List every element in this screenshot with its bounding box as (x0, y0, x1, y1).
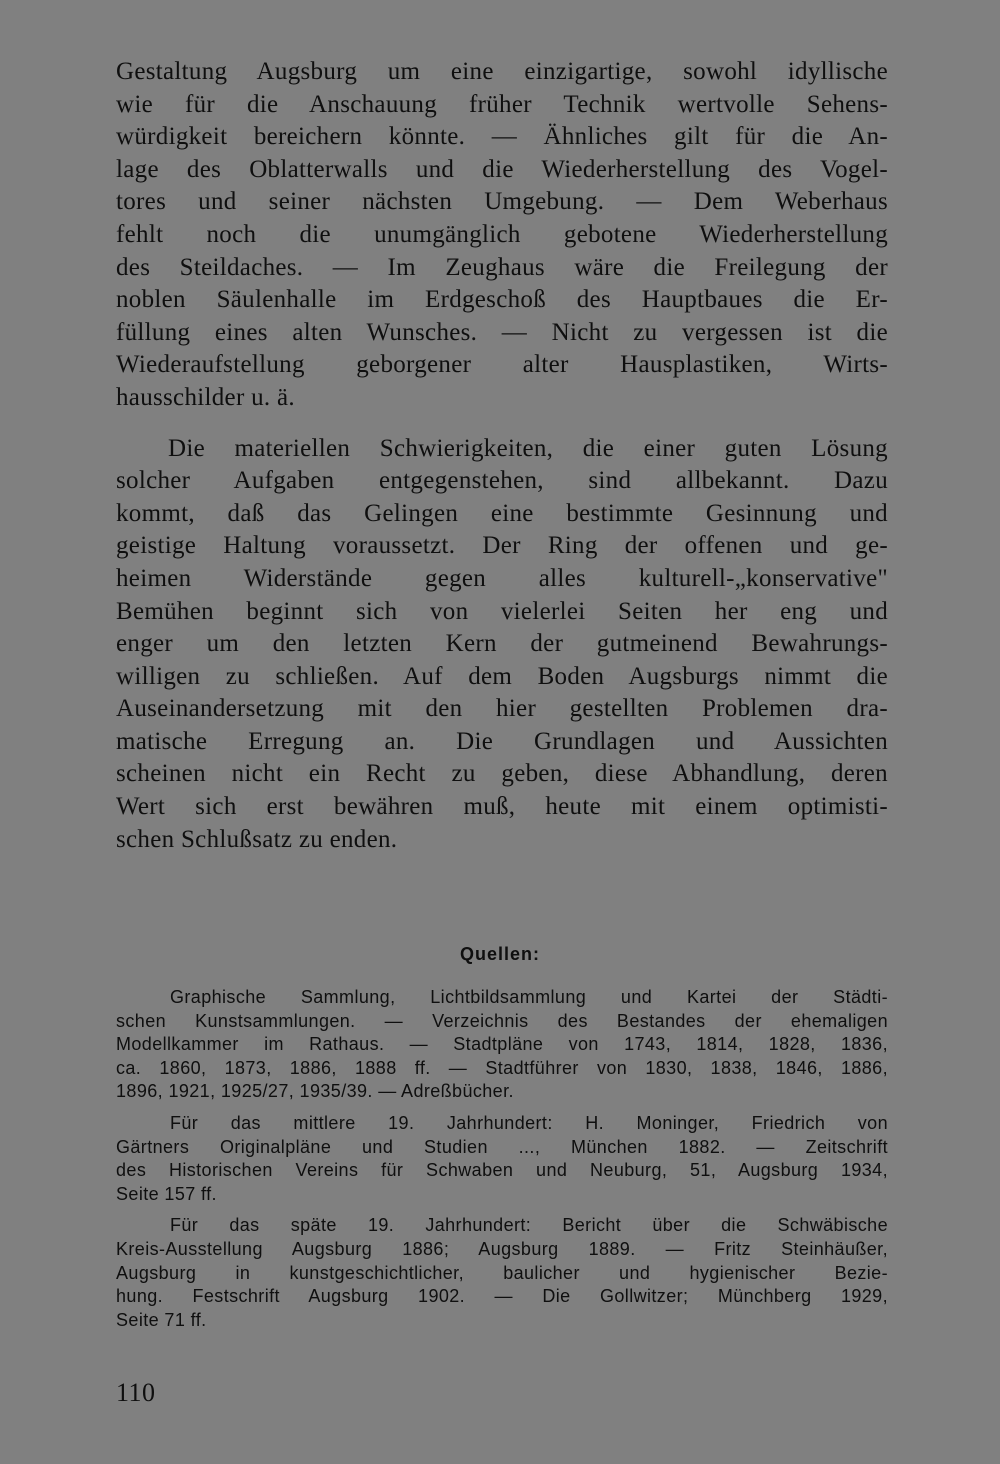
text-line: geistige Haltung voraussetzt. Der Ring der offenen und ge- (116, 532, 888, 560)
text-line: Auseinandersetzung mit den hier gestellten Problemen dra- (116, 695, 888, 723)
source-line: ca. 1860, 1873, 1886, 1888 ff. — Stadtführer von 1830, 1838, 1846, 1886, (116, 1057, 888, 1078)
text-line: kommt, daß das Gelingen eine bestimmte Gesinnung und (116, 499, 888, 527)
text-line: heimen Widerstände gegen alles kulturell-„konservative" (116, 564, 888, 592)
text-line: Bemühen beginnt sich von vielerlei Seiten her eng und (116, 597, 888, 625)
sources-list (116, 986, 888, 1332)
text-line: füllung eines alten Wunsches. — Nicht zu vergessen ist die (116, 318, 888, 346)
paragraph (116, 433, 888, 857)
source-line: Graphische Sammlung, Lichtbildsammlung und Kartei der Städti- (170, 987, 888, 1007)
text-line: schen Schlußsatz zu enden. (116, 825, 398, 853)
text-line: willigen zu schließen. Auf dem Boden Augsburgs nimmt die (116, 662, 888, 690)
source-line: hung. Festschrift Augsburg 1902. — Die Gollwitzer; Münchberg 1929, (116, 1286, 888, 1307)
text-line: solcher Aufgaben entgegenstehen, sind allbekannt. Dazu (116, 467, 888, 495)
source-line: Augsburg in kunstgeschichtlicher, baulicher und hygienischer Bezie- (116, 1262, 888, 1283)
text-line: wie für die Anschauung früher Technik wertvolle Sehens- (116, 90, 888, 118)
text-line: würdigkeit bereichern könnte. — Ähnliches gilt für die An- (116, 123, 888, 151)
source-paragraph (116, 1214, 888, 1332)
source-line: des Historischen Vereins für Schwaben und Neuburg, 51, Augsburg 1934, (116, 1160, 888, 1181)
source-line: Gärtners Originalpläne und Studien ..., München 1882. — Zeitschrift (116, 1136, 888, 1157)
text-line: fehlt noch die unumgänglich gebotene Wiederherstellung (116, 220, 888, 248)
text-line: lage des Oblatterwalls und die Wiederherstellung des Vogel- (116, 155, 888, 183)
source-line: Kreis-Ausstellung Augsburg 1886; Augsburg 1889. — Fritz Steinhäußer, (116, 1238, 888, 1259)
sources-heading: Quellen: (459, 944, 540, 964)
text-line: Wiederaufstellung geborgener alter Hausplastiken, Wirts- (116, 351, 888, 379)
source-line: schen Kunstsammlungen. — Verzeichnis des Bestandes der ehemaligen (116, 1010, 888, 1031)
text-line: enger um den letzten Kern der gutmeinend Bewahrungs- (116, 630, 888, 658)
source-line: Seite 157 ff. (116, 1183, 217, 1204)
source-line: Für das späte 19. Jahrhundert: Bericht über die Schwäbische (170, 1215, 888, 1236)
text-line: hausschilder u. ä. (116, 383, 295, 411)
text-line: matische Erregung an. Die Grundlagen und Aussichten (116, 727, 888, 755)
paragraph (116, 56, 888, 415)
text-line: scheinen nicht ein Recht zu geben, diese Abhandlung, deren (116, 760, 888, 788)
text-line: Gestaltung Augsburg um eine einzigartige, sowohl idyllische (116, 58, 888, 85)
text-line: des Steildaches. — Im Zeughaus wäre die Freilegung der (116, 253, 888, 281)
text-line: Wert sich erst bewähren muß, heute mit einem optimisti- (116, 793, 888, 821)
source-line: 1896, 1921, 1925/27, 1935/39. — Adreßbücher. (116, 1081, 514, 1102)
text-line: Die materiellen Schwierigkeiten, die einer guten Lösung (168, 434, 888, 462)
text-line: tores und seiner nächsten Umgebung. — Dem Weberhaus (116, 188, 888, 216)
page-number: 110 (116, 1378, 156, 1407)
main-text (116, 56, 888, 856)
source-line: Seite 71 ff. (116, 1309, 207, 1330)
source-paragraph (116, 986, 888, 1104)
text-line: noblen Säulenhalle im Erdgeschoß des Hauptbaues die Er- (116, 286, 888, 314)
source-line: Für das mittlere 19. Jahrhundert: H. Moninger, Friedrich von (170, 1112, 888, 1133)
source-paragraph (116, 1112, 888, 1206)
source-line: Modellkammer im Rathaus. — Stadtpläne von 1743, 1814, 1828, 1836, (116, 1034, 888, 1055)
